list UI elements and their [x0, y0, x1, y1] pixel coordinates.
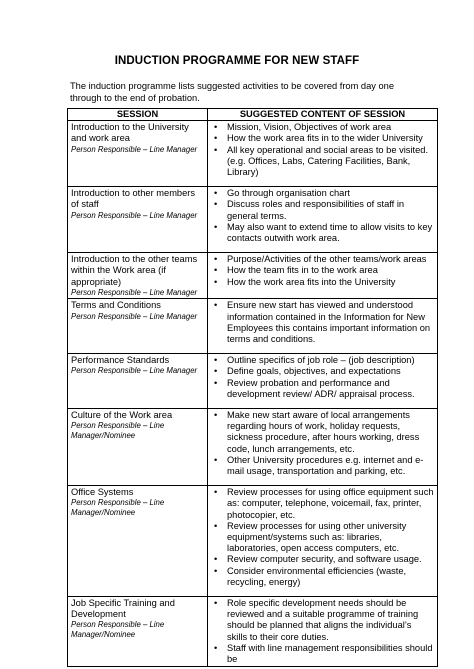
list-item: • How the work area fits in to the wider University [211, 133, 434, 144]
list-item: • Role specific development needs should be reviewed and a suitable programme of training should be planned that aligns the individual’s skills to their core duties. [211, 598, 434, 643]
list-item: • Define goals, objectives, and expectations [211, 366, 434, 377]
list-item: • Other University procedures e.g. internet and e-mail usage, transportation and parking, etc. [211, 455, 434, 477]
table-row [68, 253, 438, 299]
table-row [68, 121, 438, 187]
list-item: • Staff with line management responsibilities should be [211, 643, 434, 665]
session-cell [68, 408, 208, 485]
table-row [68, 187, 438, 253]
person-responsible: Person Responsible – Line Manager [71, 366, 198, 376]
content-cell [208, 121, 438, 187]
session-title: Office Systems [71, 487, 134, 498]
list-item: • How the team fits in to the work area [211, 265, 434, 276]
list-item: • May also want to extend time to allow visits to key contacts outwith work area. [211, 222, 434, 244]
session-cell [68, 299, 208, 354]
intro-paragraph: The induction programme lists suggested activities to be covered from day one through to the end of probation. [70, 81, 395, 103]
list-item: • Review computer security, and software usage. [211, 554, 434, 565]
list-item: • Outline specifics of job role – (job description) [211, 355, 434, 366]
session-cell [68, 597, 208, 667]
person-responsible: Person Responsible – Line Manager [71, 287, 198, 297]
list-item: • Review processes for using other university equipment/systems such as: libraries, laboratories, open access computers, etc. [211, 521, 434, 555]
session-title: Performance Standards [71, 355, 170, 366]
list-item: • Review processes for using office equipment such as: computer, telephone, voicemail, fax, printer, photocopier, etc. [211, 487, 434, 521]
content-cell [208, 253, 438, 299]
list-item: • Purpose/Activities of the other teams/work areas [211, 254, 434, 265]
session-cell [68, 187, 208, 253]
session-cell [68, 354, 208, 409]
session-title: Introduction to the other teams within the Work area (if appropriate) [71, 254, 198, 287]
list-item: • Mission, Vision, Objectives of work area [211, 122, 434, 133]
list-item: • Review probation and performance and development review/ ADR/ appraisal process. [211, 378, 434, 400]
list-item: • Go through organisation chart [211, 188, 434, 199]
list-item: • Discuss roles and responsibilities of staff in general terms. [211, 199, 434, 221]
table-row [68, 408, 438, 485]
content-cell [208, 354, 438, 409]
session-cell [68, 253, 208, 299]
table-header-row [68, 109, 438, 121]
person-responsible: Person Responsible – Line Manager/Nominee [71, 498, 165, 517]
content-cell [208, 486, 438, 597]
session-cell [68, 121, 208, 187]
session-header: SESSION [68, 109, 208, 121]
induction-table [67, 108, 438, 667]
session-title: Culture of the Work area [71, 409, 173, 420]
person-responsible: Person Responsible – Line Manager/Nominee [71, 421, 165, 440]
list-item: • Consider environmental efficiencies (waste, recycling, energy) [211, 566, 434, 588]
person-responsible: Person Responsible – Line Manager [71, 311, 198, 321]
session-title: Terms and Conditions [71, 300, 161, 311]
page-title: INDUCTION PROGRAMME FOR NEW STAFF [114, 55, 360, 67]
table-row [68, 299, 438, 354]
content-cell [208, 408, 438, 485]
list-item: • Make new start aware of local arrangements regarding hours of work, holiday requests, sickness procedure, after hours working, dress code, lunch arrangements, etc. [211, 410, 434, 455]
session-title: Job Specific Training and Development [71, 598, 175, 620]
list-item: • How the work area fits into the University [211, 277, 434, 288]
table-row [68, 597, 438, 667]
session-title: Introduction to the University and work area [71, 122, 189, 144]
content-cell [208, 187, 438, 253]
content-header: SUGGESTED CONTENT OF SESSION [208, 109, 438, 121]
person-responsible: Person Responsible – Line Manager [71, 210, 198, 220]
table-row [68, 486, 438, 597]
person-responsible: Person Responsible – Line Manager/Nominee [71, 620, 165, 639]
session-title: Introduction to other members of staff [71, 188, 196, 210]
content-cell [208, 299, 438, 354]
list-item: • All key operational and social areas to be visited. (e.g. Offices, Labs, Catering Facilities, Bank, Library) [211, 145, 434, 179]
list-item: • Ensure new start has viewed and understood information contained in the Information for New Employees this contains important information on terms and conditions. [211, 300, 434, 345]
session-cell [68, 486, 208, 597]
content-cell [208, 597, 438, 667]
table-row [68, 354, 438, 409]
person-responsible: Person Responsible – Line Manager [71, 144, 198, 154]
